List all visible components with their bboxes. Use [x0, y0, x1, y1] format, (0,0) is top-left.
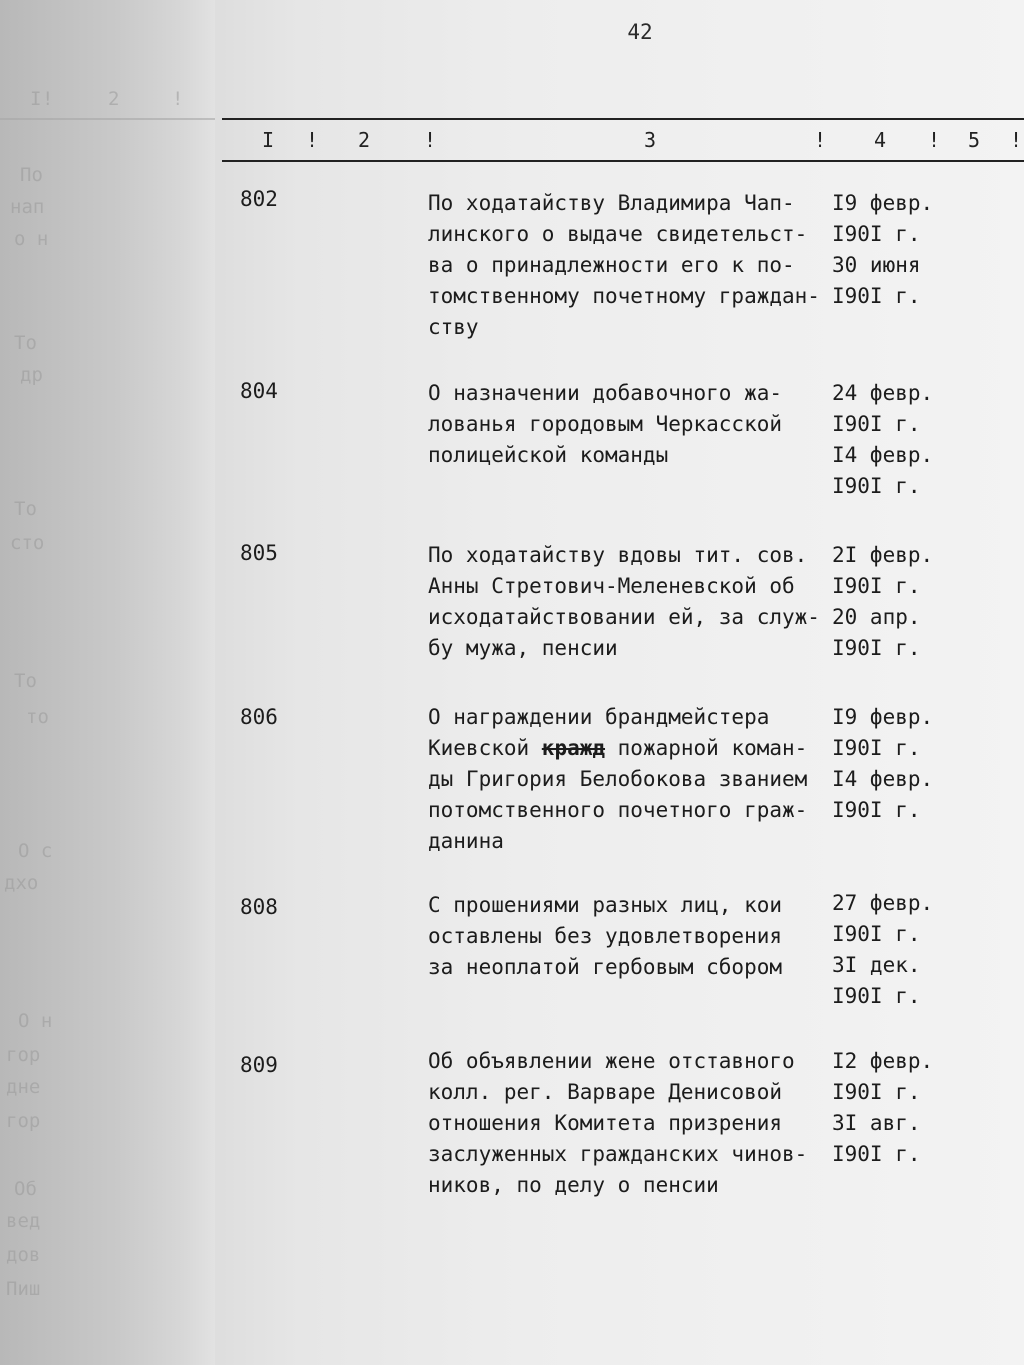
date-line: I90I г. [832, 1142, 921, 1166]
date-line: I90I г. [832, 636, 921, 660]
date-line: I4 февр. [832, 443, 934, 467]
entry-number: 805 [240, 541, 278, 565]
desc-line: лованья городовым Черкасской [428, 412, 783, 436]
ghost-text: 2 [108, 88, 120, 110]
desc-line: томственному почетному граждан- [428, 284, 820, 308]
ghost-text: дов [6, 1244, 41, 1266]
date-line: 20 апр. [832, 605, 921, 629]
entry-number: 804 [240, 379, 278, 403]
date-line: 2I февр. [832, 543, 934, 567]
desc-line: ников, по делу о пенсии [428, 1173, 719, 1197]
ghost-text: То [14, 332, 37, 354]
desc-line: О награждении брандмейстера [428, 705, 770, 729]
date-line: I90I г. [832, 222, 921, 246]
desc-line: за неоплатой гербовым сбором [428, 955, 783, 979]
date-line: I4 февр. [832, 767, 934, 791]
page-number: 42 [627, 20, 653, 44]
header-col-4: 4 [874, 128, 887, 152]
desc-line: колл. рег. Варваре Денисовой [428, 1080, 783, 1104]
header-sep: ! [1010, 128, 1023, 152]
ghost-text: сто [10, 532, 45, 554]
ghost-text: нап [10, 196, 45, 218]
ghost-text: То [14, 498, 37, 520]
entry-description [428, 188, 828, 343]
header-rule-bottom [222, 160, 1024, 162]
desc-line: оставлены без удовлетворения [428, 924, 783, 948]
ghost-text: ! [42, 88, 54, 110]
entry-dates [832, 888, 1012, 1012]
desc-line: данина [428, 829, 504, 853]
ghost-text: гор [6, 1044, 41, 1066]
entry-description [428, 1046, 828, 1201]
header-sep: ! [306, 128, 319, 152]
desc-line: бу мужа, пенсии [428, 636, 618, 660]
header-col-3: 3 [644, 128, 657, 152]
header-sep: ! [424, 128, 437, 152]
ghost-text: др [20, 364, 43, 386]
ghost-text: вед [6, 1210, 41, 1232]
date-line: I90I г. [832, 922, 921, 946]
date-line: I90I г. [832, 1080, 921, 1104]
ghost-text: дне [6, 1076, 41, 1098]
date-line: I90I г. [832, 736, 921, 760]
desc-line: исходатайствовании ей, за служ- [428, 605, 820, 629]
date-line: 24 февр. [832, 381, 934, 405]
date-line: I90I г. [832, 984, 921, 1008]
entry-dates [832, 1046, 1012, 1170]
header-col-2: 2 [358, 128, 371, 152]
entry-dates [832, 188, 1012, 312]
ghost-text: гор [6, 1110, 41, 1132]
desc-fragment: пожарной коман- [605, 736, 808, 760]
ghost-text: I [30, 88, 42, 110]
ghost-text: дхо [4, 872, 39, 894]
date-line: I90I г. [832, 412, 921, 436]
entry-description [428, 378, 828, 471]
ghost-text: По [20, 164, 43, 186]
date-line: I9 февр. [832, 191, 934, 215]
desc-line: О назначении добавочного жа- [428, 381, 783, 405]
desc-line: ды Григория Белобокова званием [428, 767, 808, 791]
entry-dates [832, 540, 1012, 664]
ghost-text: Об [14, 1178, 37, 1200]
desc-line: С прошениями разных лиц, кои [428, 893, 783, 917]
entry-number: 806 [240, 705, 278, 729]
desc-line: полицейской команды [428, 443, 669, 467]
header-col-1: I [262, 128, 275, 152]
ghost-text: ! [172, 88, 184, 110]
ghost-text: То [14, 670, 37, 692]
desc-line [428, 736, 807, 760]
desc-line: По ходатайству Владимира Чап- [428, 191, 795, 215]
entry-number: 802 [240, 187, 278, 211]
date-line: I9 февр. [832, 705, 934, 729]
header-col-5: 5 [968, 128, 981, 152]
date-line: 3I дек. [832, 953, 921, 977]
entry-dates [832, 702, 1012, 826]
desc-line: заслуженных гражданских чинов- [428, 1142, 808, 1166]
ghost-text: о н [14, 228, 49, 250]
date-line: I90I г. [832, 284, 921, 308]
entry-description [428, 890, 828, 983]
ghost-text: О с [18, 840, 53, 862]
entry-number: 809 [240, 1053, 278, 1077]
struck-out-word: кражд [541, 736, 606, 760]
date-line: 3I авг. [832, 1111, 921, 1135]
desc-line: Об объявлении жене отставного [428, 1049, 795, 1073]
desc-line: отношения Комитета призрения [428, 1111, 783, 1135]
desc-fragment: Киевской [428, 736, 542, 760]
desc-line: ству [428, 315, 479, 339]
entry-number: 808 [240, 895, 278, 919]
ghost-text: О н [18, 1010, 53, 1032]
date-line: I90I г. [832, 798, 921, 822]
date-line: 27 февр. [832, 891, 934, 915]
desc-line: По ходатайству вдовы тит. сов. [428, 543, 808, 567]
entry-description [428, 702, 828, 857]
entry-dates [832, 378, 1012, 502]
date-line: 30 июня [832, 253, 921, 277]
desc-line: Анны Стретович-Меленевской об [428, 574, 795, 598]
left-page-ghost-text [0, 0, 215, 1365]
entry-description [428, 540, 828, 664]
header-sep: ! [928, 128, 941, 152]
header-rule-top [222, 118, 1024, 120]
date-line: I90I г. [832, 574, 921, 598]
desc-line: ва о принадлежности его к по- [428, 253, 795, 277]
desc-line: потомственного почетного граж- [428, 798, 808, 822]
date-line: I2 февр. [832, 1049, 934, 1073]
ghost-text: то [26, 706, 49, 728]
ghost-text: Пиш [6, 1278, 41, 1300]
date-line: I90I г. [832, 474, 921, 498]
desc-line: линского о выдаче свидетельст- [428, 222, 808, 246]
header-sep: ! [814, 128, 827, 152]
